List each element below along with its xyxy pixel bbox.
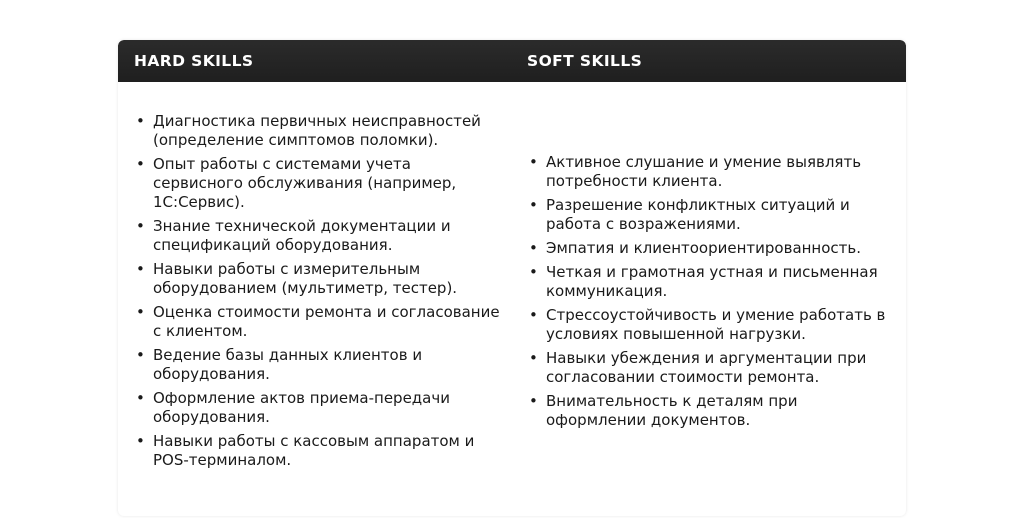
bullet-icon: • — [136, 346, 145, 364]
list-item — [134, 155, 504, 212]
bullet-icon: • — [136, 260, 145, 278]
list-item — [134, 112, 504, 150]
bullet-icon: • — [529, 306, 538, 324]
hard-skill-text: Знание технической документации и спецификаций оборудования. — [153, 217, 451, 254]
skills-table — [118, 40, 906, 516]
bullet-icon: • — [529, 196, 538, 214]
hard-skill-text: Опыт работы с системами учета сервисного обслуживания (например, 1С:Сервис). — [153, 155, 457, 211]
bullet-icon: • — [529, 349, 538, 367]
hard-skill-text: Навыки работы с кассовым аппаратом и POS-терминалом. — [153, 432, 475, 469]
soft-skill-text: Стрессоустойчивость и умение работать в условиях повышенной нагрузки. — [546, 306, 886, 343]
list-item — [134, 217, 504, 255]
soft-skill-text: Четкая и грамотная устная и письменная коммуникация. — [546, 263, 878, 300]
list-item — [527, 239, 897, 258]
hard-skill-text: Навыки работы с измерительным оборудованием (мультиметр, тестер). — [153, 260, 458, 297]
bullet-icon: • — [529, 153, 538, 171]
hard-skill-text: Ведение базы данных клиентов и оборудования. — [153, 346, 423, 383]
soft-skill-text: Эмпатия и клиентоориентированность. — [546, 239, 862, 257]
list-item — [134, 389, 504, 427]
soft-skill-text: Разрешение конфликтных ситуаций и работа с возражениями. — [546, 196, 850, 233]
hard-skill-text: Оценка стоимости ремонта и согласование с клиентом. — [153, 303, 500, 340]
list-item — [134, 346, 504, 384]
hard-skills-list — [134, 112, 504, 475]
list-item — [527, 153, 897, 191]
list-item — [527, 263, 897, 301]
list-item — [134, 303, 504, 341]
bullet-icon: • — [136, 155, 145, 173]
bullet-icon: • — [136, 112, 145, 130]
soft-skill-text: Навыки убеждения и аргументации при согласовании стоимости ремонта. — [546, 349, 867, 386]
list-item — [527, 196, 897, 234]
soft-skills-list — [527, 153, 897, 435]
soft-skill-text: Активное слушание и умение выявлять потребности клиента. — [546, 153, 862, 190]
bullet-icon: • — [529, 392, 538, 410]
table-header — [118, 40, 906, 82]
bullet-icon: • — [136, 303, 145, 321]
soft-skills-heading: SOFT SKILLS — [527, 52, 643, 70]
bullet-icon: • — [529, 239, 538, 257]
bullet-icon: • — [136, 389, 145, 407]
list-item — [134, 260, 504, 298]
bullet-icon: • — [529, 263, 538, 281]
bullet-icon: • — [136, 217, 145, 235]
bullet-icon: • — [136, 432, 145, 450]
list-item — [527, 349, 897, 387]
list-item — [527, 392, 897, 430]
hard-skill-text: Диагностика первичных неисправностей (определение симптомов поломки). — [153, 112, 481, 149]
hard-skill-text: Оформление актов приема-передачи оборудования. — [153, 389, 450, 426]
hard-skills-heading: HARD SKILLS — [134, 52, 254, 70]
soft-skill-text: Внимательность к деталям при оформлении документов. — [546, 392, 798, 429]
list-item — [527, 306, 897, 344]
list-item — [134, 432, 504, 470]
